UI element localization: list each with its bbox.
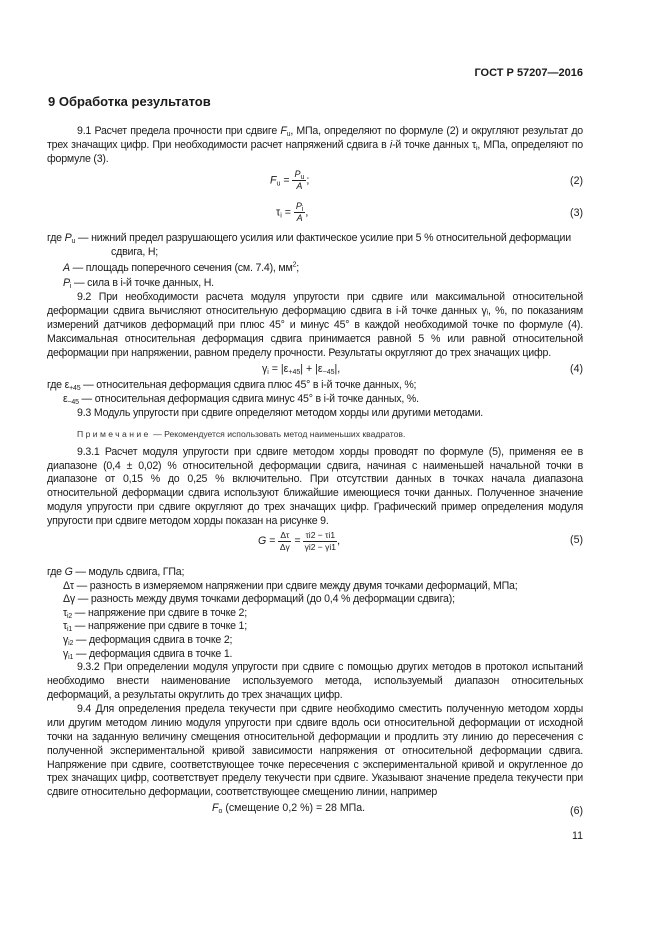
var: A bbox=[63, 261, 70, 274]
definition-item bbox=[47, 634, 583, 648]
sub: o bbox=[218, 808, 223, 816]
formula-6 bbox=[47, 802, 583, 818]
paragraph-9-1 bbox=[47, 125, 583, 167]
definition-item bbox=[47, 607, 583, 621]
definition-item bbox=[47, 620, 583, 634]
text: — деформация сдвига в точке 1. bbox=[73, 647, 233, 660]
note-label: Примечание bbox=[77, 428, 151, 439]
section-title: 9 Обработка результатов bbox=[48, 94, 211, 109]
var: γ bbox=[63, 647, 69, 660]
formula-number: (5) bbox=[570, 534, 583, 547]
formula-number: (6) bbox=[570, 805, 583, 818]
var: G bbox=[64, 566, 73, 579]
eq: = bbox=[291, 534, 304, 547]
text: — напряжение при сдвиге в точке 2; bbox=[72, 606, 247, 619]
text: — относительная деформация сдвига плюс 45° в i-й точке данных, %; bbox=[80, 378, 417, 391]
formula-5 bbox=[47, 530, 583, 564]
definition-item bbox=[47, 232, 583, 260]
sub: −45 bbox=[322, 368, 335, 376]
text: где bbox=[47, 378, 65, 391]
definition-item bbox=[47, 580, 583, 594]
text: | + |ε bbox=[300, 362, 323, 375]
denominator: γi2 − γi1 bbox=[304, 542, 336, 553]
var: Δτ bbox=[63, 579, 74, 592]
var: ε bbox=[64, 378, 70, 391]
var: τ bbox=[276, 206, 281, 219]
punct: , bbox=[305, 206, 309, 219]
numerator: Δτ bbox=[280, 530, 290, 541]
formula-number: (3) bbox=[570, 206, 583, 219]
definition-item bbox=[47, 648, 583, 662]
var: τ bbox=[63, 620, 67, 633]
fraction bbox=[294, 200, 309, 224]
var: γ bbox=[262, 362, 268, 375]
paragraph-9-2: 9.2 При необходимости расчета модуля упругости при сдвиге или максимальной относительной деформации сдвига вычисляют относительную деформацию сдвига в i-й точке данных γᵢ, %, по показаниям измерений датчиков деформаций при плюс 45° и минус 45° в каждой необходимой точке по формуле (4). Максимальная относительная деформация сдвига принимается равной 5 % или равной относительной деформации при напряжении, равном пределу прочности. Результаты округляют до трех значащих цифр. bbox=[47, 291, 583, 359]
text: — разность в измеряемом напряжении при сдвиге между двумя точками деформаций, МПа; bbox=[73, 579, 518, 592]
text: |, bbox=[334, 362, 341, 375]
sub: u bbox=[276, 180, 281, 188]
sub: i bbox=[267, 368, 269, 376]
eq: = bbox=[266, 534, 279, 547]
eq: = bbox=[280, 174, 293, 187]
note bbox=[77, 427, 583, 441]
var: Δγ bbox=[63, 593, 75, 606]
sub: i1 bbox=[68, 653, 74, 661]
definition-item bbox=[47, 593, 583, 607]
punct: , bbox=[337, 534, 341, 547]
sub: −45 bbox=[67, 398, 79, 406]
var: G bbox=[258, 534, 267, 547]
sub: +45 bbox=[288, 368, 301, 376]
sub: u bbox=[300, 173, 305, 181]
text: , МПа, определяют по формуле (3). bbox=[47, 138, 583, 165]
var: P bbox=[63, 277, 70, 290]
definition-item bbox=[47, 379, 583, 393]
var: τ bbox=[63, 606, 67, 619]
var: ε bbox=[63, 392, 68, 405]
var: i bbox=[389, 138, 393, 151]
formula-number: (2) bbox=[570, 174, 583, 187]
fraction bbox=[292, 169, 306, 192]
var: A bbox=[296, 180, 303, 191]
text: — площадь поперечного сечения (см. 7.4), мм bbox=[69, 261, 293, 274]
text: (смещение 0,2 %) = 28 МПа. bbox=[222, 802, 366, 815]
sub: +45 bbox=[69, 384, 81, 392]
sub: i bbox=[301, 205, 304, 213]
text: — относительная деформация сдвига минус 45° в i-й точке данных, %. bbox=[78, 392, 419, 405]
var: F bbox=[270, 174, 277, 187]
sub: i2 bbox=[67, 612, 73, 620]
var: F bbox=[280, 125, 287, 137]
text: — напряжение при сдвиге в точке 1; bbox=[72, 620, 247, 633]
sub: u bbox=[71, 237, 76, 245]
formula-3 bbox=[47, 201, 583, 231]
sub: i bbox=[69, 283, 72, 291]
var: γ bbox=[63, 634, 69, 646]
text: где bbox=[47, 566, 65, 579]
definition-item bbox=[47, 262, 583, 276]
sup: 2 bbox=[292, 261, 297, 268]
definition-item bbox=[47, 277, 583, 291]
formula-2 bbox=[47, 169, 583, 199]
var: P bbox=[64, 231, 72, 244]
fraction bbox=[278, 530, 291, 553]
sub: i1 bbox=[67, 626, 73, 634]
var: P bbox=[295, 200, 302, 211]
paragraph-9-4: 9.4 Для определения предела текучести при сдвиге необходимо сместить полученную методом хорды или другим методом линию модуля упругости при сдвиге вдоль оси относительной деформации от исходной точки на заданную величину смещения относительной деформации и продлить эту линию до пересечения с полученной экспериментальной кривой зависимости напряжения от относительной деформации сдвига. Напряжение при сдвиге, соответствующее точке пересечения с экспериментальной кривой и округленное до трех значащих цифр, соответствует пределу текучести при сдвиге. Указывают значение предела текучести при сдвиге относительно деформации, соответствующее смещению линии, например bbox=[47, 702, 583, 799]
punct: ; bbox=[306, 174, 310, 187]
denominator: Δγ bbox=[279, 542, 290, 553]
definitions-3 bbox=[47, 566, 583, 661]
sub: u bbox=[286, 131, 291, 138]
paragraph-9-3: 9.3 Модуль упругости при сдвиге определяют методом хорды или другими методами. bbox=[77, 406, 484, 419]
text: — деформация сдвига в точке 2; bbox=[73, 634, 233, 646]
text: -й точке данных τ bbox=[392, 138, 476, 151]
var: F bbox=[212, 802, 219, 815]
text: 9.1 Расчет предела прочности при сдвиге bbox=[77, 125, 281, 137]
sub: i2 bbox=[68, 640, 74, 647]
paragraph-9-3-2: 9.3.2 При определении модуля упругости при сдвиге с помощью других методов в протокол испытаний необходимо внести наименование используемого метода, используемый диапазон относительных деформаций, а результаты округлить до трех значащих цифр. bbox=[47, 661, 583, 701]
note-text: — Рекомендуется использовать метод наименьших квадратов. bbox=[150, 428, 406, 439]
var: A bbox=[296, 212, 303, 223]
sub: i bbox=[280, 212, 282, 220]
text: = |ε bbox=[268, 362, 289, 375]
page-number: 11 bbox=[572, 830, 583, 843]
definition-item bbox=[47, 566, 583, 580]
text: — нижний предел разрушающего усилия или фактическое усилие при 5 % относительной деформации сдвига, Н; bbox=[75, 231, 571, 258]
eq: = bbox=[281, 206, 294, 219]
text: — сила в i-й точке данных, Н. bbox=[71, 277, 214, 290]
text: , МПа, определяют по формуле (2) и округляют результат до трех значащих цифр. При необходимости расчет напряжений сдвига в bbox=[47, 125, 583, 151]
formula-4 bbox=[47, 363, 583, 379]
text: где bbox=[47, 231, 65, 244]
sub: i bbox=[475, 144, 478, 152]
definitions-2 bbox=[47, 379, 583, 421]
numerator: τi2 − τi1 bbox=[305, 530, 336, 541]
document-header: ГОСТ Р 57207—2016 bbox=[474, 67, 583, 79]
formula-number: (4) bbox=[570, 362, 583, 375]
var: P bbox=[294, 168, 301, 179]
text: — разность между двумя точками деформаций (до 0,4 % деформации сдвига); bbox=[74, 593, 455, 606]
definitions-1 bbox=[47, 232, 583, 292]
text: — модуль сдвига, ГПа; bbox=[72, 566, 185, 579]
fraction bbox=[303, 530, 337, 553]
text: ; bbox=[296, 261, 300, 274]
paragraph-9-3-1: 9.3.1 Расчет модуля упругости при сдвиге методом хорды проводят по формуле (5), применяя ее в диапазоне (0,4 ± 0,02) % относительной деформации сдвига, начиная с наименьшей начальной точки в диапазоне от 0,15 % до 0,25 % включительно. При отсутствии данных в точках начала диапазона относительной деформации сдвига используют ближайшие имеющиеся точки данных. Полученное значение модуля упругости при сдвиге округляют до трех значащих цифр. Графический пример определения модуля упругости при сдвиге методом хорды показан на рисунке 9. bbox=[47, 445, 583, 528]
definition-item bbox=[47, 393, 583, 407]
